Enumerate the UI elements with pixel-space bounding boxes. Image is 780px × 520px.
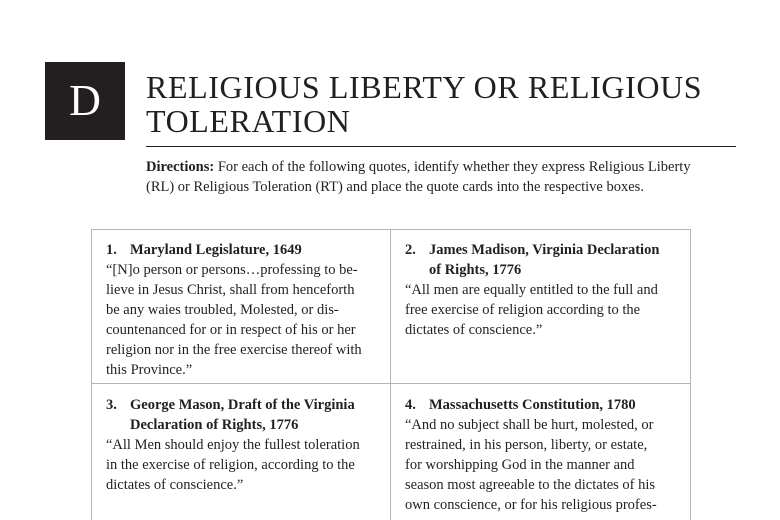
directions-line: (RL) or Religious Toleration (RT) and place the quote cards into the respective boxes.: [146, 179, 644, 195]
card-heading: [405, 395, 681, 415]
quote-line: “[N]o person or persons…professing to be-: [106, 262, 358, 278]
card-source: of Rights, 1776: [429, 262, 522, 278]
quote-card-grid: [91, 229, 691, 520]
card-number: 4.: [405, 397, 416, 413]
card-quote: [405, 415, 681, 515]
card-number: 1.: [106, 242, 117, 258]
quote-line: dictates of conscience.”: [405, 322, 543, 338]
quote-line: own conscience, or for his religious profes-: [405, 497, 657, 513]
grid-divider-horizontal: [92, 383, 690, 384]
quote-line: season most agreeable to the dictates of his: [405, 477, 656, 493]
directions-line: For each of the following quotes, identify whether they express Religious Liberty: [214, 159, 691, 175]
section-title-line: RELIGIOUS LIBERTY OR RELIGIOUS: [146, 69, 703, 105]
directions-label: Directions:: [146, 159, 215, 175]
quote-line: countenanced for or in respect of his or her: [106, 322, 356, 338]
quote-card-3[interactable]: [106, 395, 382, 495]
card-quote: [405, 280, 681, 340]
quote-line: for worshipping God in the manner and: [405, 457, 635, 473]
card-quote: [106, 435, 382, 495]
quote-line: be any waies troubled, Molested, or dis-: [106, 302, 339, 318]
quote-line: “All Men should enjoy the fullest toleration: [106, 437, 360, 453]
section-title-line: TOLERATION: [146, 103, 351, 139]
directions-text: [146, 157, 736, 197]
card-number: 3.: [106, 397, 117, 413]
card-heading: [405, 240, 681, 280]
card-quote: [106, 260, 382, 380]
grid-divider-vertical: [390, 230, 391, 520]
quote-card-1[interactable]: [106, 240, 382, 380]
quote-line: religion nor in the free exercise thereof with: [106, 342, 362, 358]
quote-card-2[interactable]: [405, 240, 681, 340]
quote-line: restrained, in his person, liberty, or estate,: [405, 437, 648, 453]
section-badge: [45, 62, 125, 140]
card-source: Massachusetts Constitution, 1780: [429, 397, 636, 413]
card-source: James Madison, Virginia Declaration: [429, 242, 660, 258]
quote-line: dictates of conscience.”: [106, 477, 244, 493]
quote-line: this Province.”: [106, 362, 193, 378]
quote-line: “And no subject shall be hurt, molested, or: [405, 417, 654, 433]
quote-card-4[interactable]: [405, 395, 681, 515]
card-source: Declaration of Rights, 1776: [130, 417, 299, 433]
card-source: George Mason, Draft of the Virginia: [130, 397, 355, 413]
quote-line: “All men are equally entitled to the full and: [405, 282, 658, 298]
section-title: [146, 70, 756, 138]
quote-line: free exercise of religion according to the: [405, 302, 641, 318]
card-number: 2.: [405, 242, 416, 258]
quote-line: in the exercise of religion, according to the: [106, 457, 355, 473]
card-heading: [106, 395, 382, 435]
card-heading: [106, 240, 382, 260]
card-source: Maryland Legislature, 1649: [130, 242, 302, 258]
section-letter: D: [69, 76, 101, 125]
title-divider: [146, 146, 736, 147]
quote-line: lieve in Jesus Christ, shall from henceforth: [106, 282, 355, 298]
